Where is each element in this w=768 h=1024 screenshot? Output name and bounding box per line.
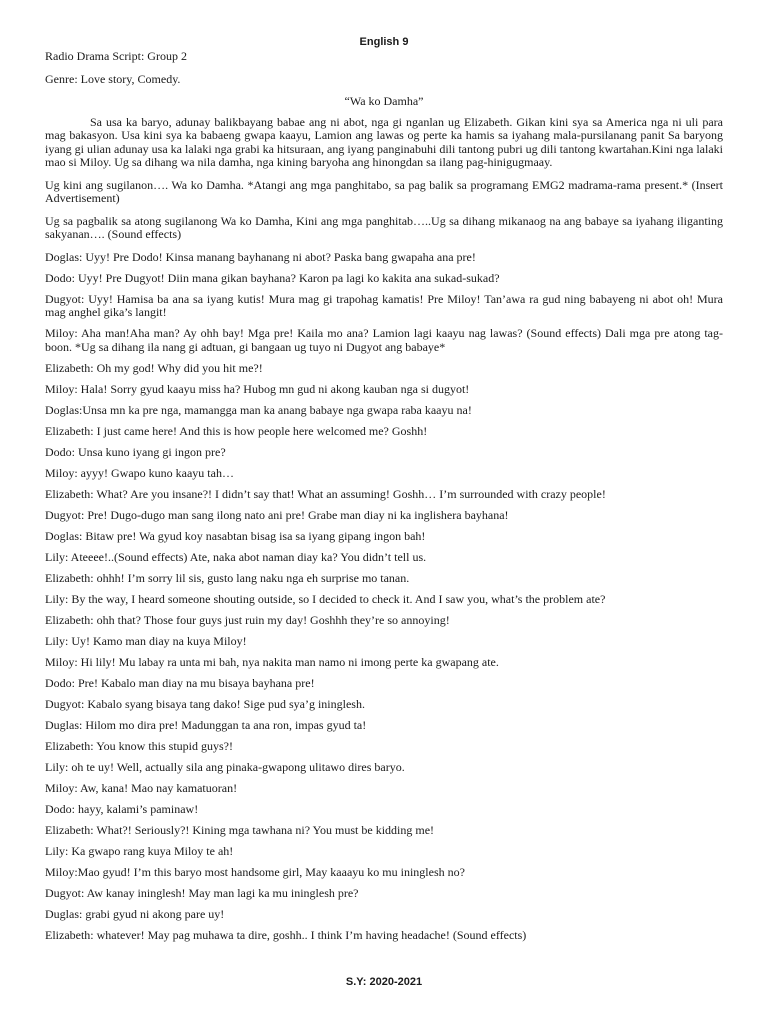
dialogue-line: Dodo: Unsa kuno iyang gi ingon pre?	[45, 444, 226, 459]
script-title: “Wa ko Damha”	[344, 94, 424, 108]
page-footer: S.Y: 2020-2021	[345, 976, 423, 988]
dialogue-line: Lily: Uy! Kamo man diay na kuya Miloy!	[45, 633, 247, 648]
page-header: English 9	[359, 36, 409, 48]
dialogue-line: Elizabeth: whatever! May pag muhawa ta dire, goshh.. I think I’m having headache! (Sound effects)	[45, 927, 527, 942]
dialogue-line: Dugyot: Uyy! Hamisa ba ana sa iyang kutis! Mura mag gi trapohag kamatis! Pre Miloy! Tan’awa ra gud ning babayeng ni abot oh! Mura mag anghel gika’s langit!	[45, 291, 723, 319]
dialogue-line: Duglas: grabi gyud ni akong pare uy!	[45, 906, 225, 921]
dialogue-line: Lily: By the way, I heard someone shouting outside, so I decided to check it. And I saw you, what’s the problem ate?	[45, 591, 606, 606]
dialogue-list	[45, 251, 723, 943]
dialogue-line: Lily: Ka gwapo rang kuya Miloy te ah!	[45, 843, 234, 858]
narration-paragraph: Ug sa pagbalik sa atong sugilanong Wa ko Damha, Kini ang mga panghitab…..Ug sa dihang mikanaog na ang babaye sa iyahang iliganting sakyanan…. (Sound effects)	[45, 213, 723, 241]
dialogue-line: Elizabeth: I just came here! And this is how people here welcomed me? Goshh!	[45, 423, 428, 438]
dialogue-line: Lily: oh te uy! Well, actually sila ang pinaka-gwapong ulitawo dires baryo.	[45, 759, 405, 774]
dialogue-line: Lily: Ateeee!..(Sound effects) Ate, naka abot naman diay ka? You didn’t tell us.	[45, 549, 427, 564]
dialogue-line: Dugyot: Aw kanay ininglesh! May man lagi ka mu ininglesh pre?	[45, 885, 359, 900]
dialogue-line: Miloy: Hala! Sorry gyud kaayu miss ha? Hubog mn gud ni akong kauban nga si dugyot!	[45, 381, 470, 396]
script-body	[45, 50, 723, 950]
dialogue-line: Elizabeth: ohhh! I’m sorry lil sis, gusto lang naku nga eh surprise mo tanan.	[45, 570, 410, 585]
dialogue-line: Elizabeth: You know this stupid guys?!	[45, 738, 233, 753]
script-label: Radio Drama Script: Group 2	[45, 49, 187, 63]
dialogue-line: Elizabeth: What?! Seriously?! Kining mga tawhana ni? You must be kidding me!	[45, 822, 435, 837]
dialogue-line: Dodo: Uyy! Pre Dugyot! Diin mana gikan bayhana? Karon pa lagi ko kakita ana sukad-sukad?	[45, 270, 500, 285]
dialogue-line: Dugyot: Pre! Dugo-dugo man sang ilong nato ani pre! Grabe man diay ni ka inglishera bayhana!	[45, 507, 509, 522]
dialogue-line: Dodo: hayy, kalami’s paminaw!	[45, 801, 199, 816]
dialogue-line: Dodo: Pre! Kabalo man diay na mu bisaya bayhana pre!	[45, 675, 315, 690]
dialogue-line: Miloy: Aw, kana! Mao nay kamatuoran!	[45, 780, 238, 795]
dialogue-line: Dugyot: Kabalo syang bisaya tang dako! Sige pud sya’g ininglesh.	[45, 696, 365, 711]
dialogue-line: Miloy: Hi lily! Mu labay ra unta mi bah, nya nakita man namo ni imong perte ka gwapang ate.	[45, 654, 499, 669]
dialogue-line: Doglas:Unsa mn ka pre nga, mamangga man ka anang babaye nga gwapa raba kaayu na!	[45, 402, 472, 417]
dialogue-line: Elizabeth: Oh my god! Why did you hit me?!	[45, 360, 263, 375]
narration-paragraph: Ug kini ang sugilanon…. Wa ko Damha. *Atangi ang mga panghitabo, sa pag balik sa programang EMG2 madrama-rama present.* (Insert Advertisement)	[45, 177, 723, 205]
dialogue-line: Doglas: Bitaw pre! Wa gyud koy nasabtan bisag isa sa iyang gipang ingon bah!	[45, 528, 426, 543]
dialogue-line: Doglas: Uyy! Pre Dodo! Kinsa manang bayhanang ni abot? Paska bang gwapaha ana pre!	[45, 249, 476, 264]
intro-paragraph: Sa usa ka baryo, adunay balikbayang babae ang ni abot, nga gi nganlan ug Elizabeth. Gikan kini sya sa America nga ni uli para mag bakasyon. Usa kini sya ka babaeng gwapa kaayu, Lamion ang lawas og perte ka hamis sa iyahang mala-pursilanang panit Sa baryong iyang gi ulian adunay usa ka lalaki nga grabi ka hitsuraan, ang iyang panginabuhi dili tantong pubri ug dili tantong kwartahan.Kini nga lalaki mao si Miloy. Ug sa dihang wa nila damha, nga kining baryoha ang hinongdan sa ilang pag-hinigugmaay.	[45, 114, 723, 169]
dialogue-line: Elizabeth: What? Are you insane?! I didn’t say that! What an assuming! Goshh… I’m surrounded with crazy people!	[45, 486, 606, 501]
dialogue-line: Elizabeth: ohh that? Those four guys just ruin my day! Goshhh they’re so annoying!	[45, 612, 450, 627]
dialogue-line: Miloy: Aha man!Aha man? Ay ohh bay! Mga pre! Kaila mo ana? Lamion lagi kaayu nag lawas? (Sound effects) Dali mga pre atong tag-boon. *Ug sa dihang ila nang gi adtuan, gi bangaan ug tuyo ni Dugyot ang babaye*	[45, 326, 723, 354]
dialogue-line: Duglas: Hilom mo dira pre! Madunggan ta ana ron, impas gyud ta!	[45, 717, 367, 732]
genre-line: Genre: Love story, Comedy.	[45, 71, 181, 86]
dialogue-line: Miloy: ayyy! Gwapo kuno kaayu tah…	[45, 465, 234, 480]
dialogue-line: Miloy:Mao gyud! I’m this baryo most handsome girl, May kaaayu ko mu ininglesh no?	[45, 864, 465, 879]
